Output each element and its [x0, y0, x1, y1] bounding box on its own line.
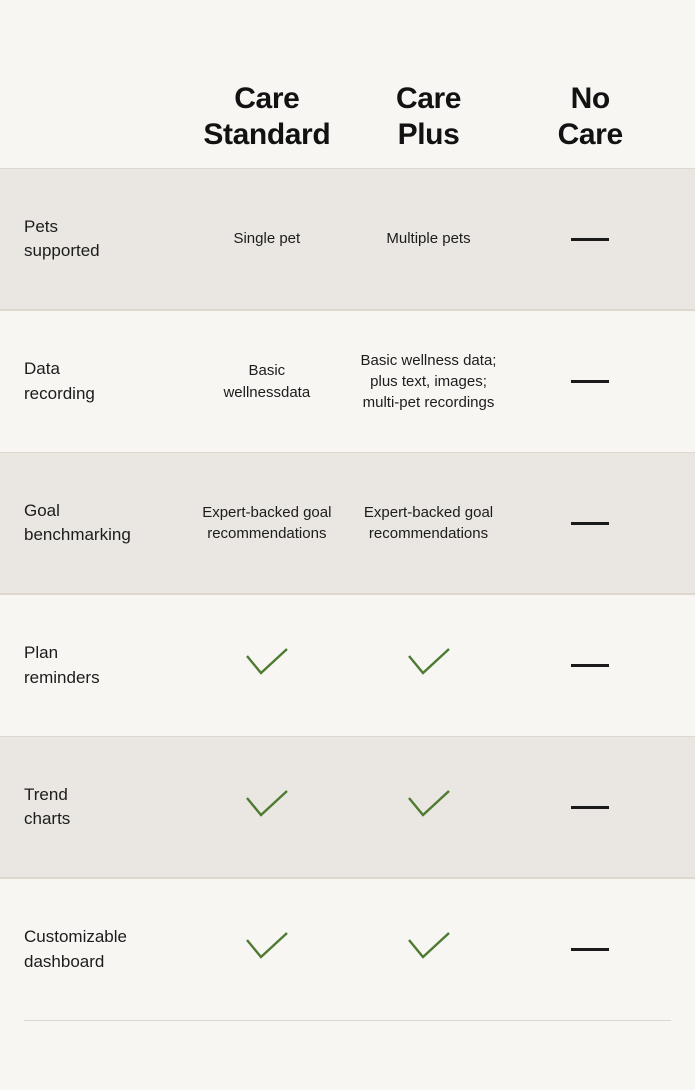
feature-label [24, 357, 186, 405]
cell-care-plus [348, 228, 510, 249]
feature-label-line: Goal [24, 500, 60, 520]
cell-care-standard [186, 789, 348, 825]
cell-no-care [509, 796, 671, 817]
plan-title-line: Care [395, 82, 462, 116]
dash-icon [571, 664, 609, 667]
cell-text-line: Expert-backed goal [202, 503, 332, 521]
cell-text-line: Basic wellness data; [360, 351, 497, 369]
cell-text-line: recommendations [368, 525, 489, 542]
feature-label [24, 783, 186, 831]
feature-label [24, 499, 186, 547]
feature-label-line: Trend [24, 784, 68, 804]
check-icon [406, 789, 452, 819]
dash-icon [571, 522, 609, 525]
header-no-care [509, 81, 671, 152]
cell-care-plus [348, 789, 510, 825]
feature-label-line: benchmarking [24, 525, 131, 544]
header-care-plus [348, 81, 510, 152]
cell-care-standard [186, 502, 348, 545]
cell-care-plus [348, 350, 510, 414]
feature-label [24, 925, 186, 973]
cell-text-line: Expert-backed goal [363, 503, 494, 521]
feature-label-line: dashboard [24, 951, 105, 971]
plan-title-line: Care [234, 82, 300, 116]
table-bottom-divider [24, 1020, 671, 1022]
cell-text-line: plus text, images; [370, 372, 487, 390]
feature-label-line: Pets [24, 216, 59, 236]
table-row [0, 736, 695, 878]
feature-label-line: Customizable [24, 927, 127, 947]
plan-title-line: No [570, 82, 610, 116]
cell-no-care [509, 939, 671, 960]
feature-label-line: Data [24, 359, 60, 379]
feature-label-line: supported [24, 241, 100, 260]
plan-title-line: Care [557, 117, 623, 151]
cell-care-standard [186, 360, 348, 403]
table-row [0, 168, 695, 310]
cell-care-plus [348, 931, 510, 967]
table-row [0, 452, 695, 594]
cell-text-line: wellnessdata [223, 383, 311, 401]
cell-no-care [509, 655, 671, 676]
cell-no-care [509, 512, 671, 533]
table-header [0, 0, 695, 168]
dash-icon [571, 806, 609, 809]
feature-label [24, 641, 186, 689]
feature-label [24, 215, 186, 263]
feature-label-line: recording [24, 383, 95, 403]
dash-icon [571, 948, 609, 951]
check-icon [244, 647, 290, 677]
cell-care-standard [186, 647, 348, 683]
header-care-standard [186, 81, 348, 152]
check-icon [406, 647, 452, 677]
table-row [0, 310, 695, 452]
cell-no-care [509, 371, 671, 392]
cell-no-care [509, 228, 671, 249]
cell-text-line: recommendations [207, 525, 327, 542]
check-icon [244, 931, 290, 961]
check-icon [244, 789, 290, 819]
table-row [0, 878, 695, 1020]
feature-label-line: charts [24, 809, 71, 828]
cell-care-standard [186, 931, 348, 967]
dash-icon [571, 380, 609, 383]
cell-care-plus [348, 502, 510, 545]
table-row [0, 594, 695, 736]
feature-label-line: reminders [24, 667, 100, 687]
dash-icon [571, 238, 609, 241]
cell-care-standard [186, 228, 348, 249]
cell-care-plus [348, 647, 510, 683]
plan-title-line: Plus [397, 117, 460, 151]
check-icon [406, 931, 452, 961]
feature-label-line: Plan [24, 643, 59, 663]
cell-text-line: multi-pet recordings [362, 394, 495, 412]
cell-text-line: Multiple pets [386, 230, 471, 248]
cell-text-line: Single pet [233, 230, 301, 248]
cell-text-line: Basic [248, 362, 286, 380]
plan-title-line: Standard [203, 117, 331, 151]
